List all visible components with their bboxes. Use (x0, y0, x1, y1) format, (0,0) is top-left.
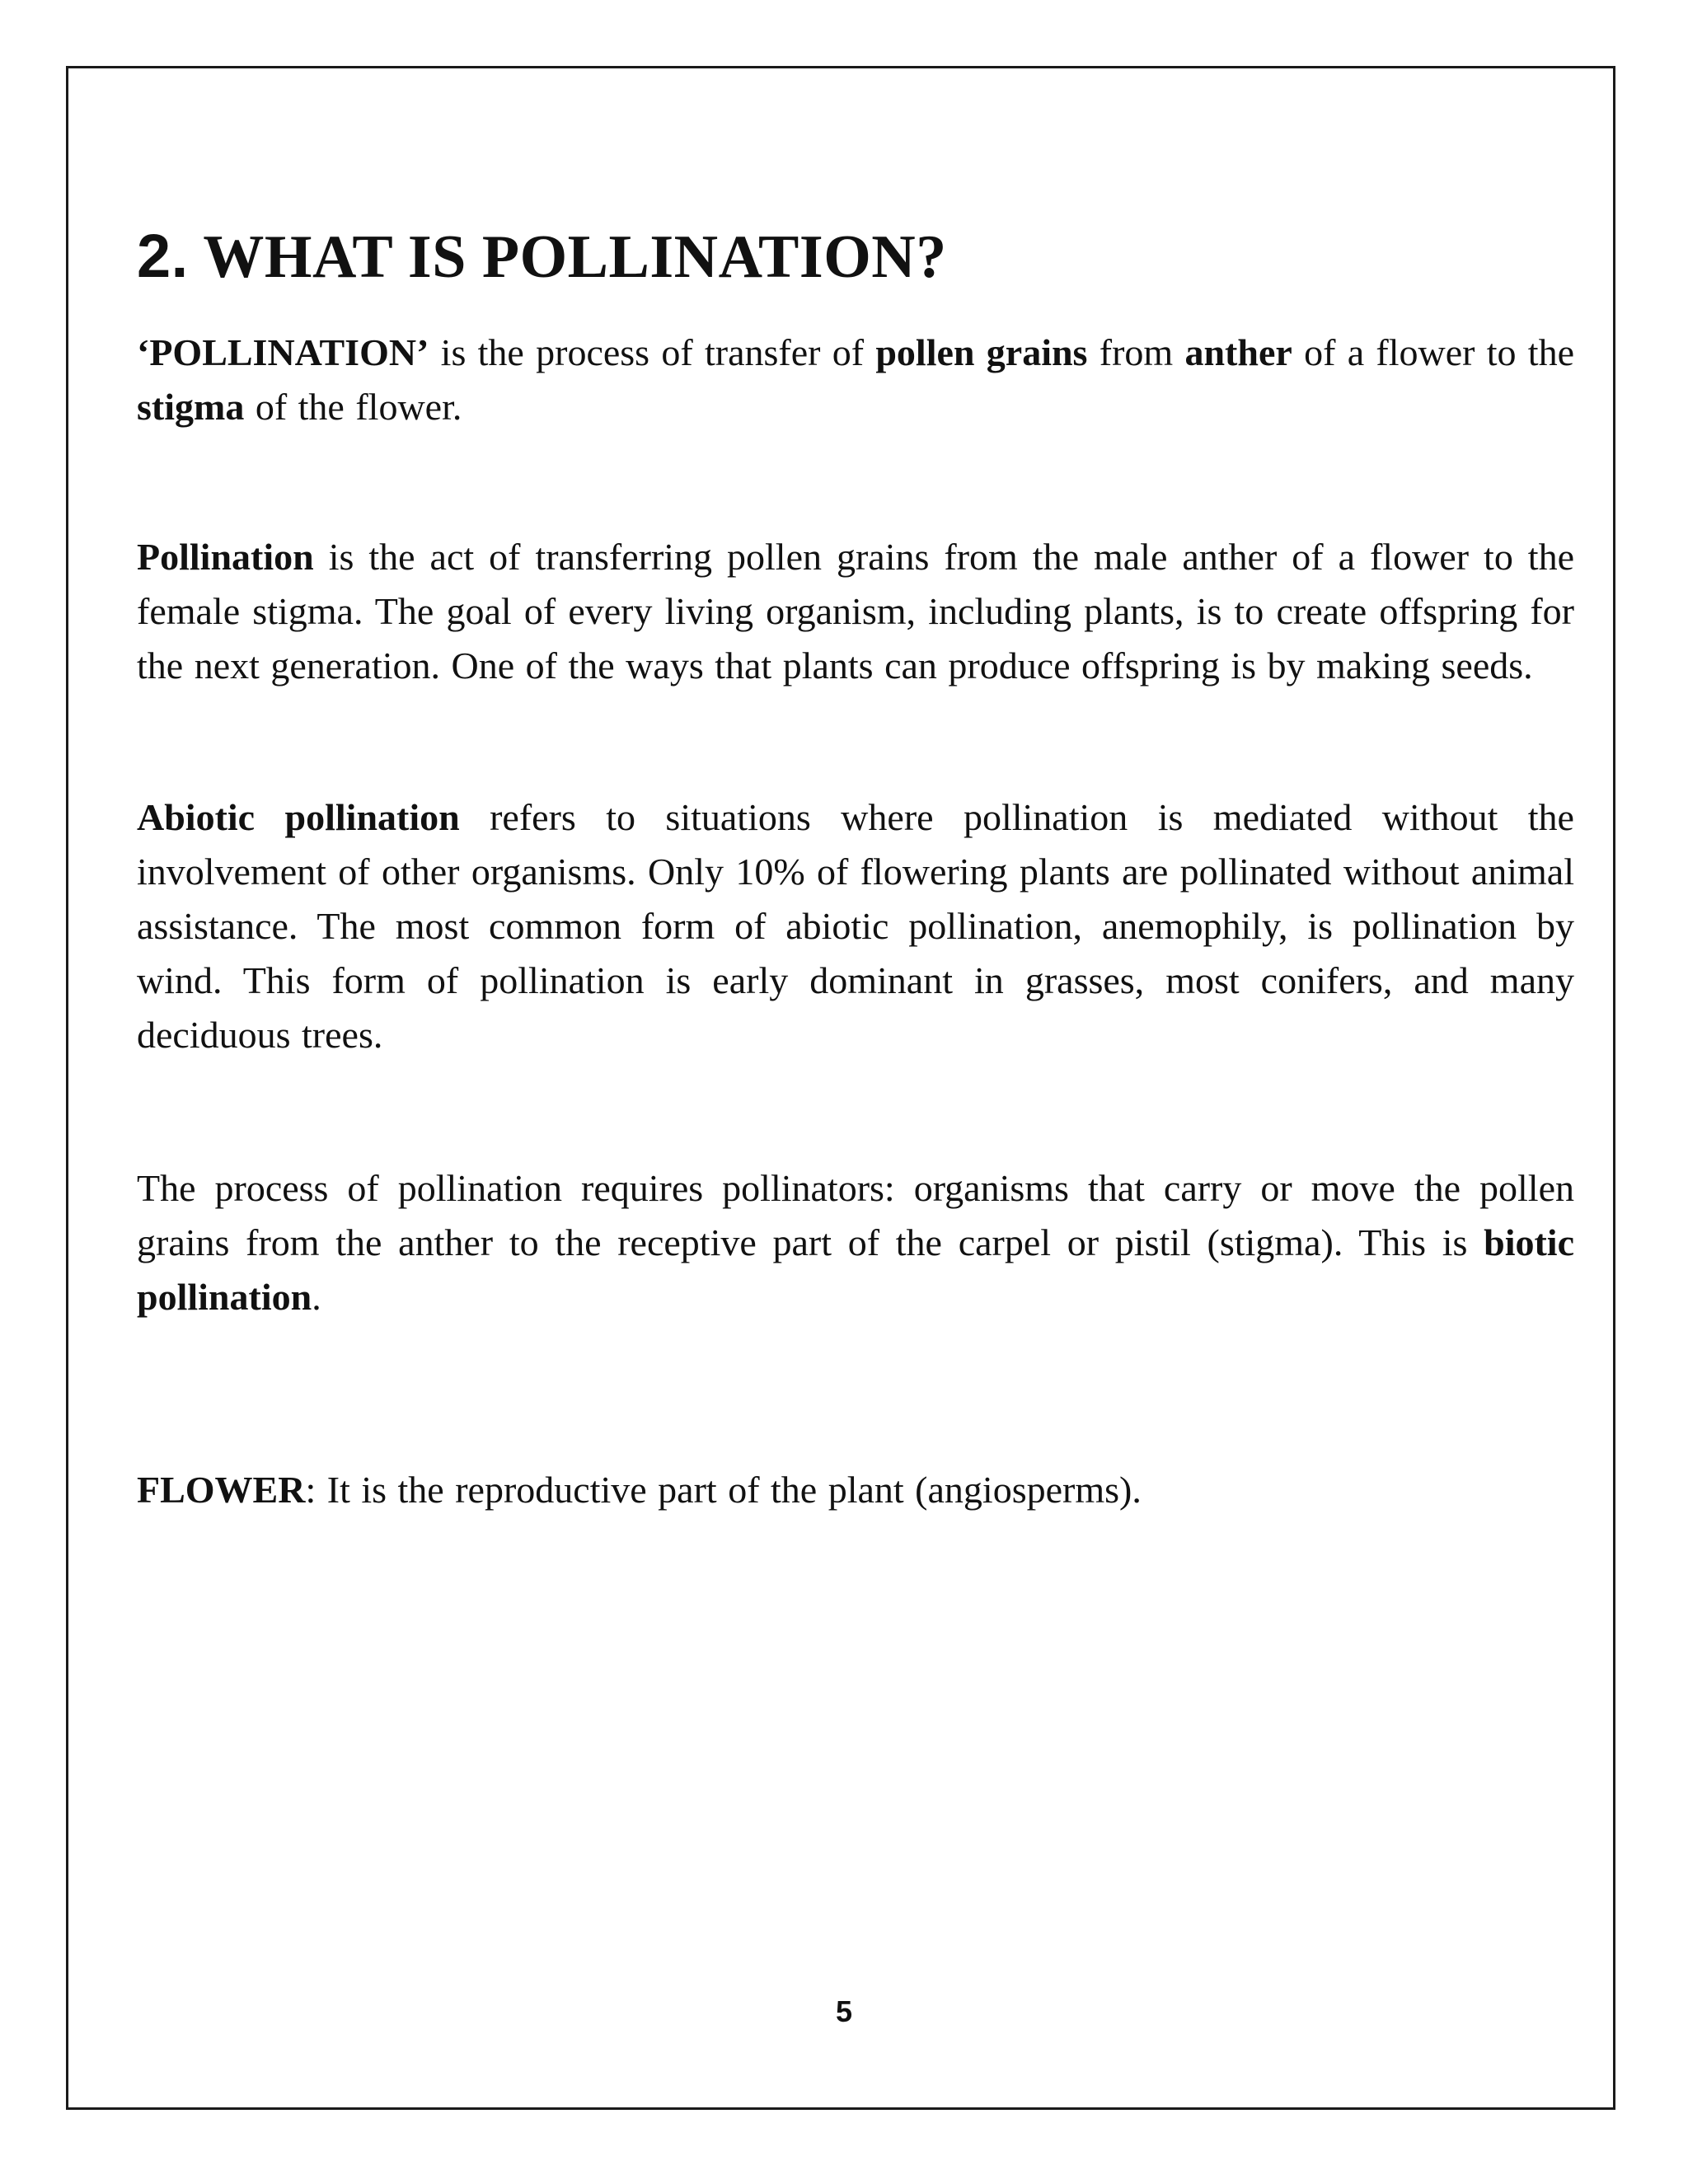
paragraph-text: of a flower to the (1292, 331, 1574, 374)
paragraph-text: The process of pollination requires pollinators: organisms that carry or move the pollen grains from the anther to the receptive part of the carpel or pistil (stigma). This is (137, 1167, 1574, 1264)
paragraph-definition (137, 326, 1574, 434)
section-title: WHAT IS POLLINATION? (203, 223, 947, 291)
term-biotic-pollination: biotic pollination (137, 1221, 1574, 1319)
paragraph-pollination (137, 530, 1574, 693)
paragraph-biotic (137, 1161, 1574, 1324)
term-flower: FLOWER (137, 1469, 306, 1511)
term-pollination: Pollination (137, 536, 314, 579)
paragraph-text: is the process of transfer of (429, 331, 876, 374)
section-number: 2. (137, 222, 189, 290)
paragraph-text: is the act of transferring pollen grains from the male anther of a flower to the female stigma. The goal of every living organism, including plants, is to create offspring for the next generation. One of the ways that plants can produce offspring is by making seeds. (137, 536, 1574, 687)
paragraph-text: : It is the reproductive part of the plant (angiosperms). (305, 1469, 1142, 1511)
term-anther: anther (1184, 331, 1292, 374)
term-pollination-quoted: ‘POLLINATION’ (137, 331, 429, 374)
paragraph-text: . (312, 1276, 321, 1319)
paragraph-flower (137, 1463, 1574, 1517)
section-heading (137, 223, 1574, 291)
term-abiotic-pollination: Abiotic pollination (137, 796, 460, 839)
term-stigma: stigma (137, 386, 245, 429)
page-number: 5 (835, 1994, 853, 2028)
page-content (137, 223, 1574, 1517)
paragraph-text: of the flower. (244, 386, 462, 429)
paragraph-text: refers to situations where pollination is mediated without the involvement of other organisms. Only 10% of flowering plants are pollinated without animal assistance. The most common form of abiotic pollination, anemophily, is pollination by wind. This form of pollination is early dominant in grasses, most conifers, and many deciduous trees. (137, 796, 1574, 1057)
term-pollen-grains: pollen grains (875, 331, 1088, 374)
paragraph-abiotic (137, 790, 1574, 1062)
paragraph-text: from (1087, 331, 1185, 374)
